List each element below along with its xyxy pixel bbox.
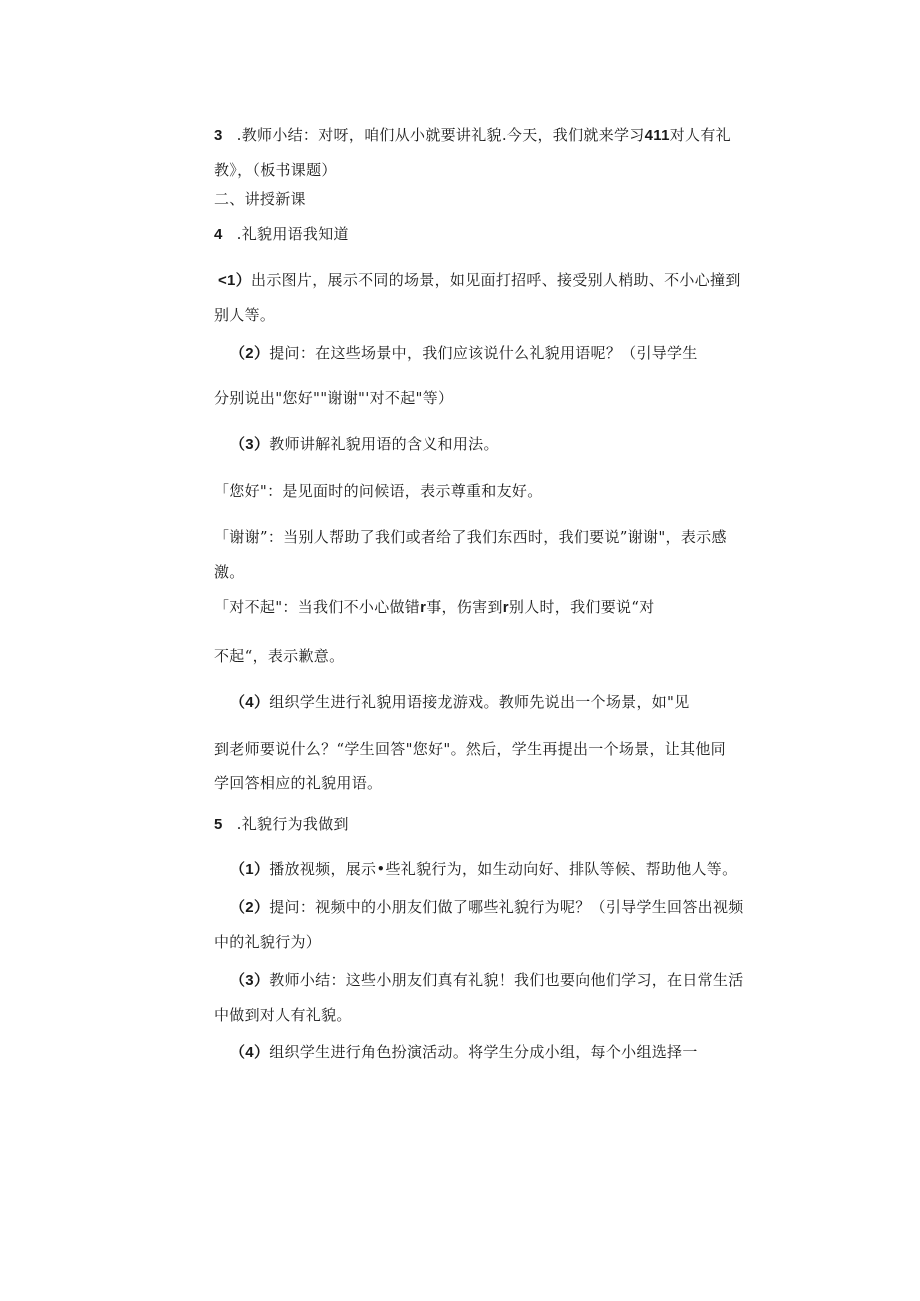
item-number: 5 <box>214 816 223 833</box>
line-board-title <box>214 160 814 180</box>
line-text: 教师小结：这些小朋友们真有礼貌！我们也要向他们学习，在日常生活 <box>269 971 744 989</box>
bold-text: 411 <box>644 127 670 144</box>
line-text: 「谢谢”：当别人帮助了我们或者给了我们东西时，我们要说”谢谢"，表示感 <box>214 528 727 546</box>
line-4-3 <box>230 434 830 455</box>
line-text: 到老师要说什么？“学生回答"您好"。然后，学生再提出一个场景，让其他同 <box>214 740 726 758</box>
line-text: 教》，（板书课题） <box>214 161 337 179</box>
item-number: （4） <box>230 1044 270 1061</box>
line-4-1 <box>218 270 818 291</box>
line-5-2 <box>230 897 830 918</box>
bold-text: r <box>502 599 509 616</box>
item-number: （2） <box>230 345 270 362</box>
line-text: 出示图片，展示不同的场景，如见面打招呼、接受别人梢助、不小心撞到 <box>251 271 741 289</box>
line-text: .教师小结：对呀，咱们从小就要讲礼貌.今天，我们就来学习 <box>236 126 645 144</box>
line-text: 学回答相应的礼貌用语。 <box>214 774 383 792</box>
item-number: （1） <box>230 861 270 878</box>
line-text: 分别说出"您好""谢谢"'对不起"等） <box>214 389 454 407</box>
line-text: 别人等。 <box>214 306 276 324</box>
section-heading <box>214 189 814 209</box>
line-text: 不起“，表示歉意。 <box>214 647 345 665</box>
line-4-4-cont <box>214 739 814 759</box>
line-sorry-cont <box>214 646 814 666</box>
line-5-heading <box>214 814 814 835</box>
line-5-4 <box>230 1042 830 1063</box>
line-text: 组织学生进行角色扮演活动。将学生分成小组，每个小组选择一 <box>269 1043 698 1061</box>
line-text: .礼貌用语我知道 <box>236 225 349 243</box>
line-4-1-cont <box>214 305 814 325</box>
item-number: （3） <box>230 436 270 453</box>
line-text: 二、讲授新课 <box>214 190 306 208</box>
line-text: 「对不起"：当我们不小心做错 <box>214 598 421 616</box>
item-number: <1） <box>218 272 252 289</box>
line-text: 提问：在这些场景中，我们应该说什么礼貌用语呢？（引导学生 <box>269 344 698 362</box>
line-text-rest: 事，伤害到 <box>426 598 503 616</box>
line-text: 教师讲解礼貌用语的含义和用法。 <box>269 435 499 453</box>
line-4-4-cont2 <box>214 773 814 793</box>
line-4-4 <box>230 692 830 713</box>
item-number: 3 <box>214 127 223 144</box>
line-text: 中的礼貌行为） <box>214 933 322 951</box>
line-thanks-cont <box>214 562 814 582</box>
line-text: 播放视频，展示•些礼貌行为，如生动向好、排队等候、帮助他人等。 <box>269 860 738 878</box>
line-text: 中做到对人有礼貌。 <box>214 1006 352 1024</box>
line-5-3 <box>230 970 830 991</box>
item-number: （3） <box>230 972 270 989</box>
item-number: （4） <box>230 694 270 711</box>
line-text-rest: 对人有礼 <box>669 126 731 144</box>
line-5-2-cont <box>214 932 814 952</box>
line-text: 「您好"：是见面时的问候语，表示尊重和友好。 <box>214 482 543 500</box>
line-5-3-cont <box>214 1005 814 1025</box>
line-text-rest: 别人时，我们要说“对 <box>508 598 655 616</box>
line-5-1 <box>230 859 830 880</box>
line-4-2 <box>230 343 830 364</box>
item-number: （2） <box>230 899 270 916</box>
line-4-heading <box>214 224 814 245</box>
bold-text: r <box>420 599 427 616</box>
line-3-summary <box>214 125 814 146</box>
line-text: 组织学生进行礼貌用语接龙游戏。教师先说出一个场景，如"见 <box>269 693 690 711</box>
line-sorry <box>214 597 814 618</box>
line-text: .礼貌行为我做到 <box>236 815 349 833</box>
line-hello <box>214 481 814 501</box>
line-thanks <box>214 527 814 547</box>
line-text: 提问：视频中的小朋友们做了哪些礼貌行为呢？（引导学生回答出视频 <box>269 898 744 916</box>
line-text: 激。 <box>214 563 245 581</box>
item-number: 4 <box>214 226 223 243</box>
line-4-2-cont <box>214 388 814 408</box>
